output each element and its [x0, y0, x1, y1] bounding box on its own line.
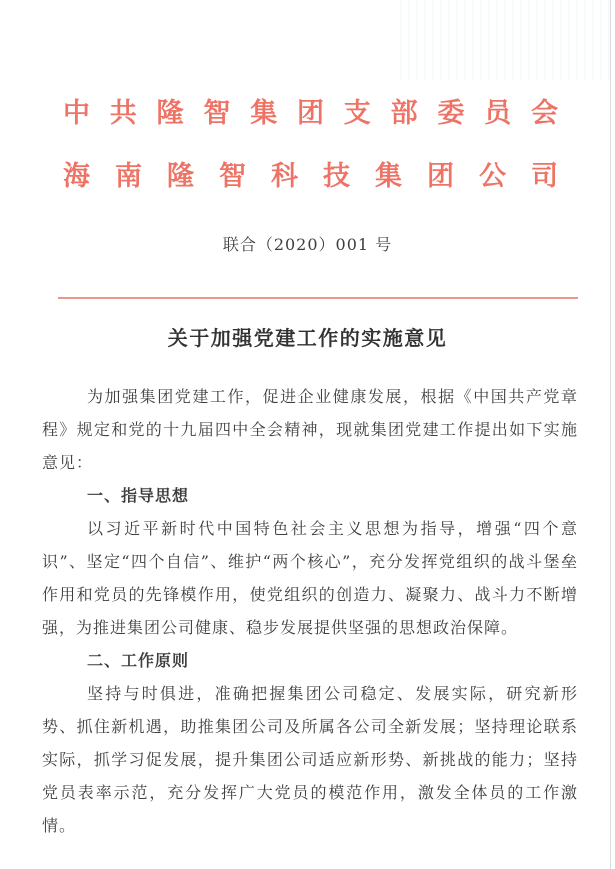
- body-paragraph-work-principles: 坚持与时俱进，准确把握集团公司稳定、发展实际，研究新形势、抓住新机遇，助推集团公司及所属各公司全新发展；坚持理论联系实际，抓学习促发展，提升集团公司适应新形势、新挑战的能力；坚持党员表率示范，充分发挥广大党员的模范作用，激发全体员的工作激情。: [42, 684, 578, 835]
- document-title: 关于加强党建工作的实施意见: [167, 326, 448, 350]
- body-paragraph-guiding-ideology: 以习近平新时代中国特色社会主义思想为指导，增强“四个意识”、坚定“四个自信”、维护“两个核心”，充分发挥党组织的战斗堡垒作用和党员的先锋模作用，使党组织的创造力、凝聚力、战斗力不断增强，为推进集团公司健康、稳步发展提供坚强的思想政治保障。: [42, 519, 578, 637]
- section-heading-2: 二、工作原则: [87, 651, 190, 670]
- body-paragraph-intro: 为加强集团党建工作，促进企业健康发展，根据《中国共产党章程》规定和党的十九届四中全会精神，现就集团党建工作提出如下实施意见：: [42, 387, 578, 472]
- section-heading-1: 一、指导思想: [87, 486, 190, 505]
- document-number: 联合（2020）001 号: [222, 235, 393, 254]
- red-divider-rule: [58, 297, 578, 299]
- letterhead-line-1: 中 共 隆 智 集 团 支 部 委 员 会: [63, 98, 558, 129]
- scanner-noise-artifact: [400, 0, 610, 80]
- document-body: [42, 380, 578, 842]
- letterhead-line-2: 海 南 隆 智 科 技 集 团 公 司: [63, 161, 558, 192]
- page-edge-scan-line: [610, 0, 611, 869]
